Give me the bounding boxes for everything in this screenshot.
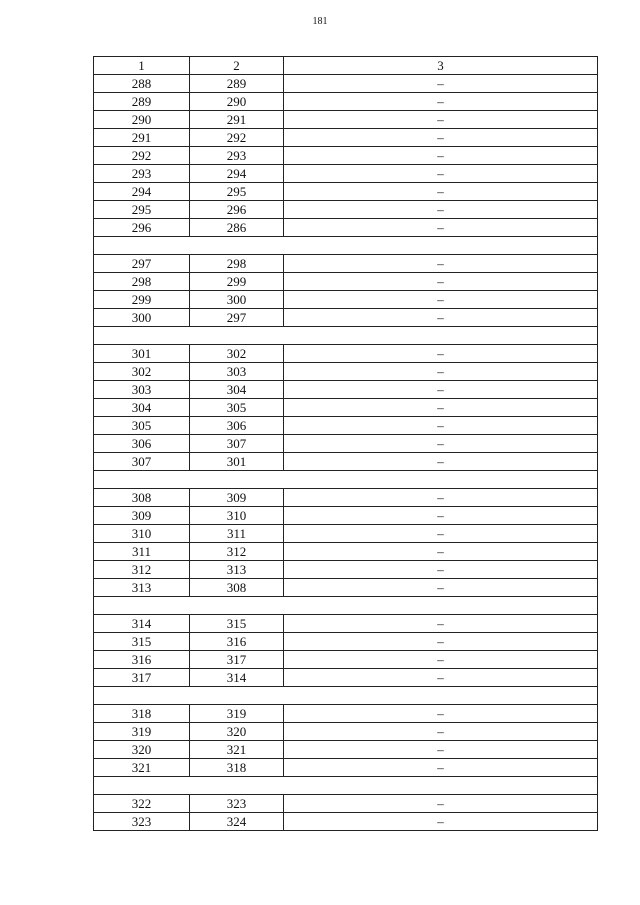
table-cell: 312: [94, 561, 190, 579]
table-row: [94, 795, 598, 813]
table-cell: 294: [190, 165, 284, 183]
table-cell: 286: [190, 219, 284, 237]
table-cell: 298: [94, 273, 190, 291]
table-row: [94, 741, 598, 759]
table-row: [94, 147, 598, 165]
table-cell: 309: [190, 489, 284, 507]
table-row: [94, 111, 598, 129]
table-cell: 309: [94, 507, 190, 525]
table-cell: 303: [94, 381, 190, 399]
table-cell: 301: [190, 453, 284, 471]
table-cell: 293: [190, 147, 284, 165]
table-cell: 324: [190, 813, 284, 831]
table-cell: 321: [190, 741, 284, 759]
header-cell: 2: [190, 57, 284, 75]
table-cell: 312: [190, 543, 284, 561]
table-cell: 296: [94, 219, 190, 237]
table-row: [94, 633, 598, 651]
table-cell: –: [284, 741, 598, 759]
table-cell: 305: [94, 417, 190, 435]
data-table: [93, 56, 598, 831]
table-cell: –: [284, 165, 598, 183]
table-cell: 304: [94, 399, 190, 417]
table-row: [94, 759, 598, 777]
header-cell: 1: [94, 57, 190, 75]
table-cell: 300: [94, 309, 190, 327]
table-cell: 307: [94, 453, 190, 471]
table-cell: 291: [190, 111, 284, 129]
table-row: [94, 93, 598, 111]
table-cell: 313: [94, 579, 190, 597]
table-cell: –: [284, 111, 598, 129]
table-row: [94, 345, 598, 363]
table-cell: –: [284, 129, 598, 147]
table-row: [94, 507, 598, 525]
separator-cell: [94, 327, 598, 345]
table-cell: –: [284, 723, 598, 741]
group-separator-row: [94, 597, 598, 615]
table-cell: 290: [94, 111, 190, 129]
table-cell: 308: [94, 489, 190, 507]
table-cell: 320: [94, 741, 190, 759]
table-cell: 321: [94, 759, 190, 777]
table-cell: 317: [190, 651, 284, 669]
table-cell: 314: [94, 615, 190, 633]
table-cell: 310: [94, 525, 190, 543]
table-cell: 291: [94, 129, 190, 147]
table-cell: 320: [190, 723, 284, 741]
table-cell: 292: [190, 129, 284, 147]
table-cell: –: [284, 489, 598, 507]
table-row: [94, 129, 598, 147]
table-cell: –: [284, 813, 598, 831]
table-cell: 318: [190, 759, 284, 777]
table-cell: –: [284, 435, 598, 453]
table-cell: 304: [190, 381, 284, 399]
table-row: [94, 723, 598, 741]
separator-cell: [94, 597, 598, 615]
table-cell: 316: [94, 651, 190, 669]
table-row: [94, 435, 598, 453]
table-cell: 294: [94, 183, 190, 201]
table-row: [94, 75, 598, 93]
table-cell: –: [284, 705, 598, 723]
table-row: [94, 219, 598, 237]
header-cell: 3: [284, 57, 598, 75]
table-cell: 289: [94, 93, 190, 111]
table-cell: 311: [190, 525, 284, 543]
table-cell: –: [284, 615, 598, 633]
table-cell: 300: [190, 291, 284, 309]
table-row: [94, 381, 598, 399]
table-cell: –: [284, 147, 598, 165]
table-cell: –: [284, 255, 598, 273]
table-cell: 302: [190, 345, 284, 363]
table-cell: 315: [190, 615, 284, 633]
separator-cell: [94, 471, 598, 489]
separator-cell: [94, 687, 598, 705]
header-row: [94, 57, 598, 75]
table-cell: –: [284, 579, 598, 597]
page-number: 181: [312, 16, 328, 27]
table-cell: 307: [190, 435, 284, 453]
table-cell: 297: [94, 255, 190, 273]
table-row: [94, 273, 598, 291]
table-cell: –: [284, 669, 598, 687]
separator-cell: [94, 237, 598, 255]
table-cell: 299: [94, 291, 190, 309]
table-row: [94, 525, 598, 543]
group-separator-row: [94, 471, 598, 489]
table-cell: 319: [190, 705, 284, 723]
table-cell: –: [284, 525, 598, 543]
table-cell: 296: [190, 201, 284, 219]
table-row: [94, 561, 598, 579]
table-cell: 323: [190, 795, 284, 813]
table-cell: 313: [190, 561, 284, 579]
table-cell: 315: [94, 633, 190, 651]
separator-cell: [94, 777, 598, 795]
table-cell: –: [284, 75, 598, 93]
group-separator-row: [94, 327, 598, 345]
table-cell: 310: [190, 507, 284, 525]
table-cell: 295: [94, 201, 190, 219]
table-cell: 293: [94, 165, 190, 183]
table-cell: –: [284, 93, 598, 111]
table-cell: 305: [190, 399, 284, 417]
table-cell: 308: [190, 579, 284, 597]
table-row: [94, 255, 598, 273]
table-cell: 306: [94, 435, 190, 453]
table-cell: –: [284, 291, 598, 309]
table-row: [94, 417, 598, 435]
table-cell: –: [284, 399, 598, 417]
table-cell: 288: [94, 75, 190, 93]
table-row: [94, 669, 598, 687]
table-row: [94, 453, 598, 471]
table-cell: 322: [94, 795, 190, 813]
table-row: [94, 543, 598, 561]
table-row: [94, 579, 598, 597]
group-separator-row: [94, 777, 598, 795]
table-row: [94, 363, 598, 381]
table-cell: –: [284, 633, 598, 651]
table-row: [94, 309, 598, 327]
table-row: [94, 615, 598, 633]
table-row: [94, 165, 598, 183]
table-cell: –: [284, 183, 598, 201]
table-cell: 316: [190, 633, 284, 651]
table-row: [94, 399, 598, 417]
table-cell: 298: [190, 255, 284, 273]
table-cell: 303: [190, 363, 284, 381]
table-cell: –: [284, 417, 598, 435]
table-row: [94, 183, 598, 201]
table-cell: 311: [94, 543, 190, 561]
table-cell: 319: [94, 723, 190, 741]
table-cell: –: [284, 795, 598, 813]
table-row: [94, 201, 598, 219]
table-cell: –: [284, 759, 598, 777]
table-row: [94, 291, 598, 309]
table-cell: 314: [190, 669, 284, 687]
group-separator-row: [94, 237, 598, 255]
table-row: [94, 651, 598, 669]
table-cell: 292: [94, 147, 190, 165]
table-cell: 297: [190, 309, 284, 327]
table-cell: 323: [94, 813, 190, 831]
table-cell: –: [284, 453, 598, 471]
table-cell: –: [284, 507, 598, 525]
table-cell: 290: [190, 93, 284, 111]
table-cell: –: [284, 381, 598, 399]
table-cell: 295: [190, 183, 284, 201]
table-cell: –: [284, 543, 598, 561]
table-cell: –: [284, 363, 598, 381]
table-cell: –: [284, 219, 598, 237]
table-row: [94, 489, 598, 507]
table-cell: 289: [190, 75, 284, 93]
table-cell: –: [284, 273, 598, 291]
table-row: [94, 705, 598, 723]
table-cell: 302: [94, 363, 190, 381]
table-cell: 306: [190, 417, 284, 435]
table-cell: –: [284, 345, 598, 363]
table-cell: 301: [94, 345, 190, 363]
table-cell: 318: [94, 705, 190, 723]
table-cell: 299: [190, 273, 284, 291]
table-body: [94, 57, 598, 831]
table-row: [94, 813, 598, 831]
table-cell: –: [284, 201, 598, 219]
table-cell: 317: [94, 669, 190, 687]
group-separator-row: [94, 687, 598, 705]
table-cell: –: [284, 561, 598, 579]
table-cell: –: [284, 309, 598, 327]
table-cell: –: [284, 651, 598, 669]
